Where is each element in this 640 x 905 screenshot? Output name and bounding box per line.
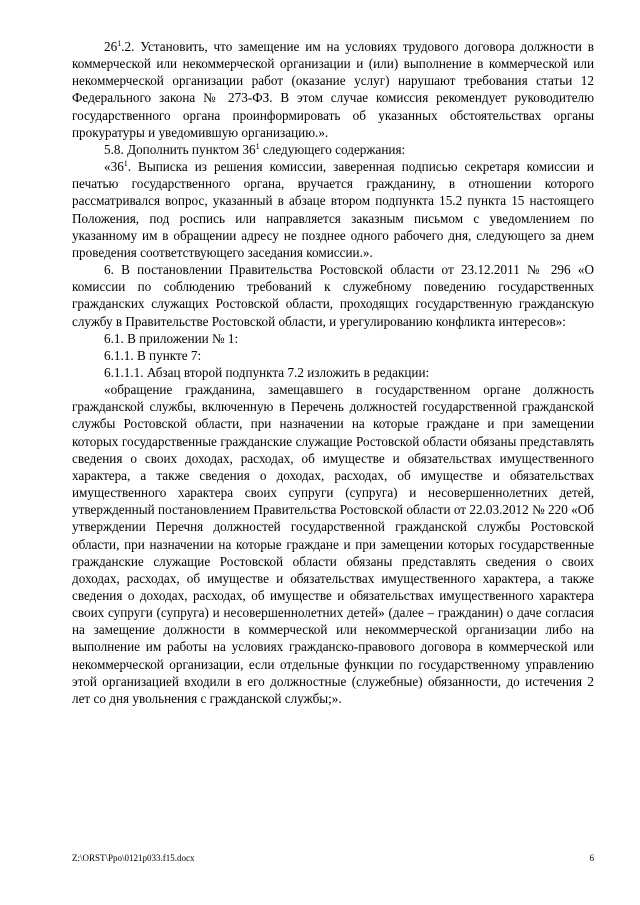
- paragraph-text: 5.8. Дополнить пунктом 36: [104, 141, 256, 157]
- paragraph-text: следующего содержания:: [259, 141, 406, 157]
- paragraph-5-8: [72, 141, 594, 158]
- document-body: [72, 38, 594, 707]
- paragraph-text: «36: [104, 159, 124, 175]
- paragraph-text: . Выписка из решения комиссии, заверенная подписью секретаря комиссии и печатью государственного органа, вручается гражданину, в отношении которого рассматривался вопрос, указанный в абзаце втором подпункта 15.2 пункта 15 настоящего Положения, под роспись или направляется заказным письмом с уведомлением по указанному им в обращении адресу не позднее одного рабочего дня, следующего за днем проведения соответствующего заседания комиссии.».: [72, 159, 594, 260]
- superscript: 1: [255, 141, 260, 151]
- paragraph-6-1-1: 6.1.1. В пункте 7:: [104, 347, 202, 363]
- paragraph-quote: «обращение гражданина, замещавшего в государственном органе должность гражданской службы, включенную в Перечень должностей государственной гражданской службы Ростовской области, при назначении на которые граждане и при замещении которых государственные гражданские служащие Ростовской области обязаны представлять сведения о своих доходах, расходах, об имуществе и обязательствах имущественного характера, а также сведения о доходах, расходах, об имуществе и обязательствах имущественного характера своих супруги (супруга) и несовершеннолетних детей, утвержденный постановлением Правительства Ростовской области от 22.03.2012 № 220 «Об утверждении Перечня должностей государственной гражданской службы Ростовской области, при назначении на которые граждане и при замещении которых государственные гражданские служащие Ростовской области обязаны представлять сведения о своих доходах, расходах, об имуществе и обязательствах имущественного характера, а также сведения о доходах, расходах, об имуществе и обязательствах имущественного характера своих супруги (супруга) и несовершеннолетних детей» (далее – гражданин) о даче согласия на замещение должности в коммерческой или некоммерческой организации либо на выполнение им работы на условиях гражданско-правового договора в коммерческой или некоммерческой организации, если отдельные функции по государственному управлению этой организацией входили в его должностные (служебные) обязанности, до истечения 2 лет со дня увольнения с гражданской службы;».: [72, 382, 594, 706]
- superscript: 1: [117, 39, 122, 48]
- page-footer: [72, 853, 594, 863]
- paragraph-text: 26: [104, 39, 118, 54]
- paragraph-6-1-1-1: 6.1.1.1. Абзац второй подпункта 7.2 изложить в редакции:: [104, 364, 430, 380]
- paragraph-36-1: [72, 158, 594, 261]
- file-path: Z:\ORST\Ppo\0121p033.f15.docx: [72, 853, 195, 863]
- paragraph-26-1-2: [72, 38, 594, 141]
- paragraph-6-1: 6.1. В приложении № 1:: [104, 330, 239, 346]
- paragraph-text: .2. Установить, что замещение им на условиях трудового договора должности в коммерческой или некоммерческой организации и (или) выполнение в коммерческой или некоммерческой организации работ (оказание услуг) нарушают требования статьи 12 Федерального закона № 273-ФЗ. В этом случае комиссия рекомендует руководителю государственного органа проинформировать об указанных обстоятельствах органы прокуратуры и уведомившую организацию.».: [72, 39, 594, 140]
- superscript: 1: [123, 159, 128, 169]
- paragraph-6: 6. В постановлении Правительства Ростовской области от 23.12.2011 № 296 «О комиссии по соблюдению требований к служебному поведению государственных гражданских служащих Ростовской области, проходящих государственную гражданскую службу в Правительстве Ростовской области, и урегулированию конфликта интересов»:: [72, 262, 594, 329]
- page-number: 6: [589, 853, 594, 863]
